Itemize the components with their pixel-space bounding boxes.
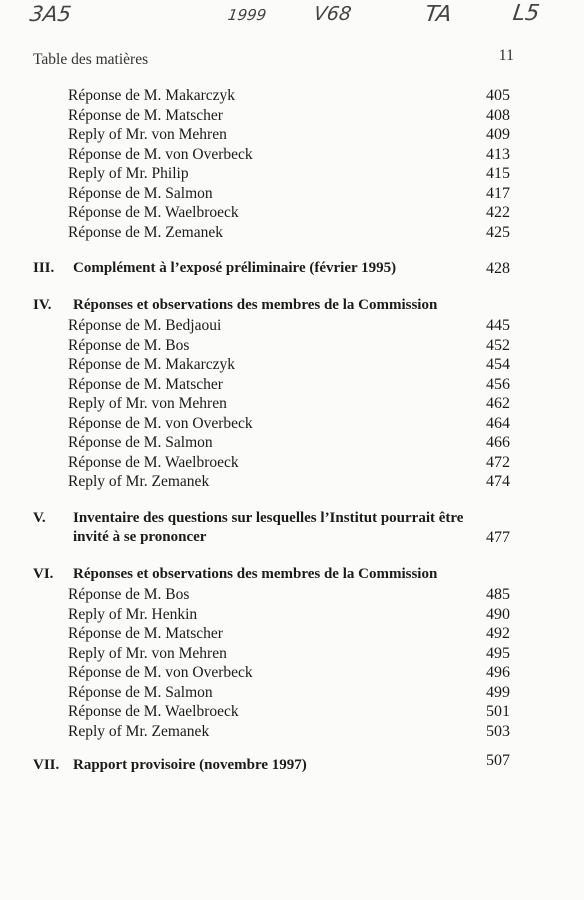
entry-title: Réponse de M. Matscher bbox=[68, 106, 223, 124]
entry-title: Réponse de M. Salmon bbox=[68, 683, 213, 701]
section-page: 428 bbox=[486, 260, 510, 277]
entry-page: 495 bbox=[486, 644, 510, 662]
entry-page: 445 bbox=[486, 317, 510, 334]
entry-title: Reply of Mr. von Mehren bbox=[68, 395, 227, 412]
section-number: V. bbox=[33, 510, 46, 526]
entry-page: 490 bbox=[486, 605, 510, 623]
entry-title: Réponse de M. Bos bbox=[68, 586, 190, 603]
entry-page: 472 bbox=[486, 453, 510, 471]
entry-title: Réponse de M. Waelbroeck bbox=[68, 204, 239, 221]
entry-page: 485 bbox=[486, 586, 510, 603]
entry-title: Réponse de M. Matscher bbox=[68, 375, 223, 393]
handwritten-note: TA bbox=[423, 2, 454, 27]
entry-page: 464 bbox=[486, 414, 510, 432]
entry-title: Réponse de M. Bos bbox=[68, 336, 190, 354]
section-number: VII. bbox=[33, 757, 60, 773]
entry-page: 422 bbox=[486, 204, 510, 221]
entry-page: 425 bbox=[486, 223, 510, 241]
section-page: 507 bbox=[486, 752, 510, 769]
entry-title: Réponse de M. von Overbeck bbox=[68, 145, 253, 163]
entry-page: 413 bbox=[486, 145, 510, 163]
entry-page: 462 bbox=[486, 395, 510, 412]
entry-page: 496 bbox=[486, 664, 510, 681]
entry-page: 405 bbox=[486, 87, 510, 104]
handwritten-note: 3A5 bbox=[28, 2, 73, 26]
running-header-title: Table des matières bbox=[33, 51, 149, 68]
entry-title: Réponse de M. Waelbroeck bbox=[68, 453, 239, 471]
entry-title: Réponse de M. Salmon bbox=[68, 434, 213, 451]
entry-page: 417 bbox=[486, 184, 510, 202]
entry-title: Réponse de M. Salmon bbox=[68, 184, 213, 202]
handwritten-annotations bbox=[0, 2, 584, 34]
entry-title: Réponse de M. Makarczyk bbox=[68, 87, 236, 104]
entry-title: Reply of Mr. Zemanek bbox=[68, 722, 210, 740]
entry-title: Reply of Mr. Philip bbox=[68, 165, 189, 182]
section-title: Inventaire des questions sur lesquelles l’Institut pourrait être bbox=[73, 510, 464, 526]
entry-page: 452 bbox=[486, 336, 510, 354]
entry-title: Réponse de M. Waelbroeck bbox=[68, 703, 239, 720]
entry-title: Reply of Mr. von Mehren bbox=[68, 644, 227, 662]
entry-page: 466 bbox=[486, 434, 510, 451]
section-number: IV. bbox=[33, 297, 52, 313]
entry-page: 492 bbox=[486, 625, 510, 642]
handwritten-note: 1999 bbox=[226, 6, 268, 24]
section-page: 477 bbox=[486, 529, 510, 546]
section-title-line2: invité à se prononcer bbox=[73, 529, 207, 545]
section-number: III. bbox=[33, 260, 55, 276]
entry-title: Reply of Mr. Zemanek bbox=[68, 473, 210, 490]
entry-page: 454 bbox=[486, 356, 510, 373]
section-title: Complément à l’exposé préliminaire (février 1995) bbox=[73, 260, 397, 276]
entry-title: Réponse de M. Bedjaoui bbox=[68, 317, 222, 334]
entry-title: Réponse de M. von Overbeck bbox=[68, 664, 253, 681]
entry-title: Réponse de M. Zemanek bbox=[68, 223, 223, 241]
entry-page: 456 bbox=[486, 375, 510, 393]
entry-page: 408 bbox=[486, 106, 510, 124]
running-header-page-number: 11 bbox=[498, 47, 514, 64]
entry-title: Reply of Mr. Henkin bbox=[68, 605, 198, 623]
entry-page: 501 bbox=[486, 703, 510, 720]
section-title: Réponses et observations des membres de la Commission bbox=[73, 566, 438, 582]
section-number: VI. bbox=[33, 566, 54, 582]
entry-title: Reply of Mr. von Mehren bbox=[68, 126, 227, 143]
entry-title: Réponse de M. Matscher bbox=[68, 625, 223, 642]
entry-title: Réponse de M. von Overbeck bbox=[68, 414, 253, 432]
handwritten-note: L5 bbox=[511, 1, 542, 26]
entry-page: 409 bbox=[486, 126, 510, 143]
handwritten-note: V68 bbox=[312, 3, 353, 25]
entry-page: 415 bbox=[486, 165, 510, 182]
entry-title: Réponse de M. Makarczyk bbox=[68, 356, 236, 373]
section-title: Rapport provisoire (novembre 1997) bbox=[73, 757, 307, 773]
section-title: Réponses et observations des membres de la Commission bbox=[73, 297, 438, 313]
entry-page: 499 bbox=[486, 683, 510, 701]
entry-page: 503 bbox=[486, 722, 510, 740]
entry-page: 474 bbox=[486, 473, 510, 490]
